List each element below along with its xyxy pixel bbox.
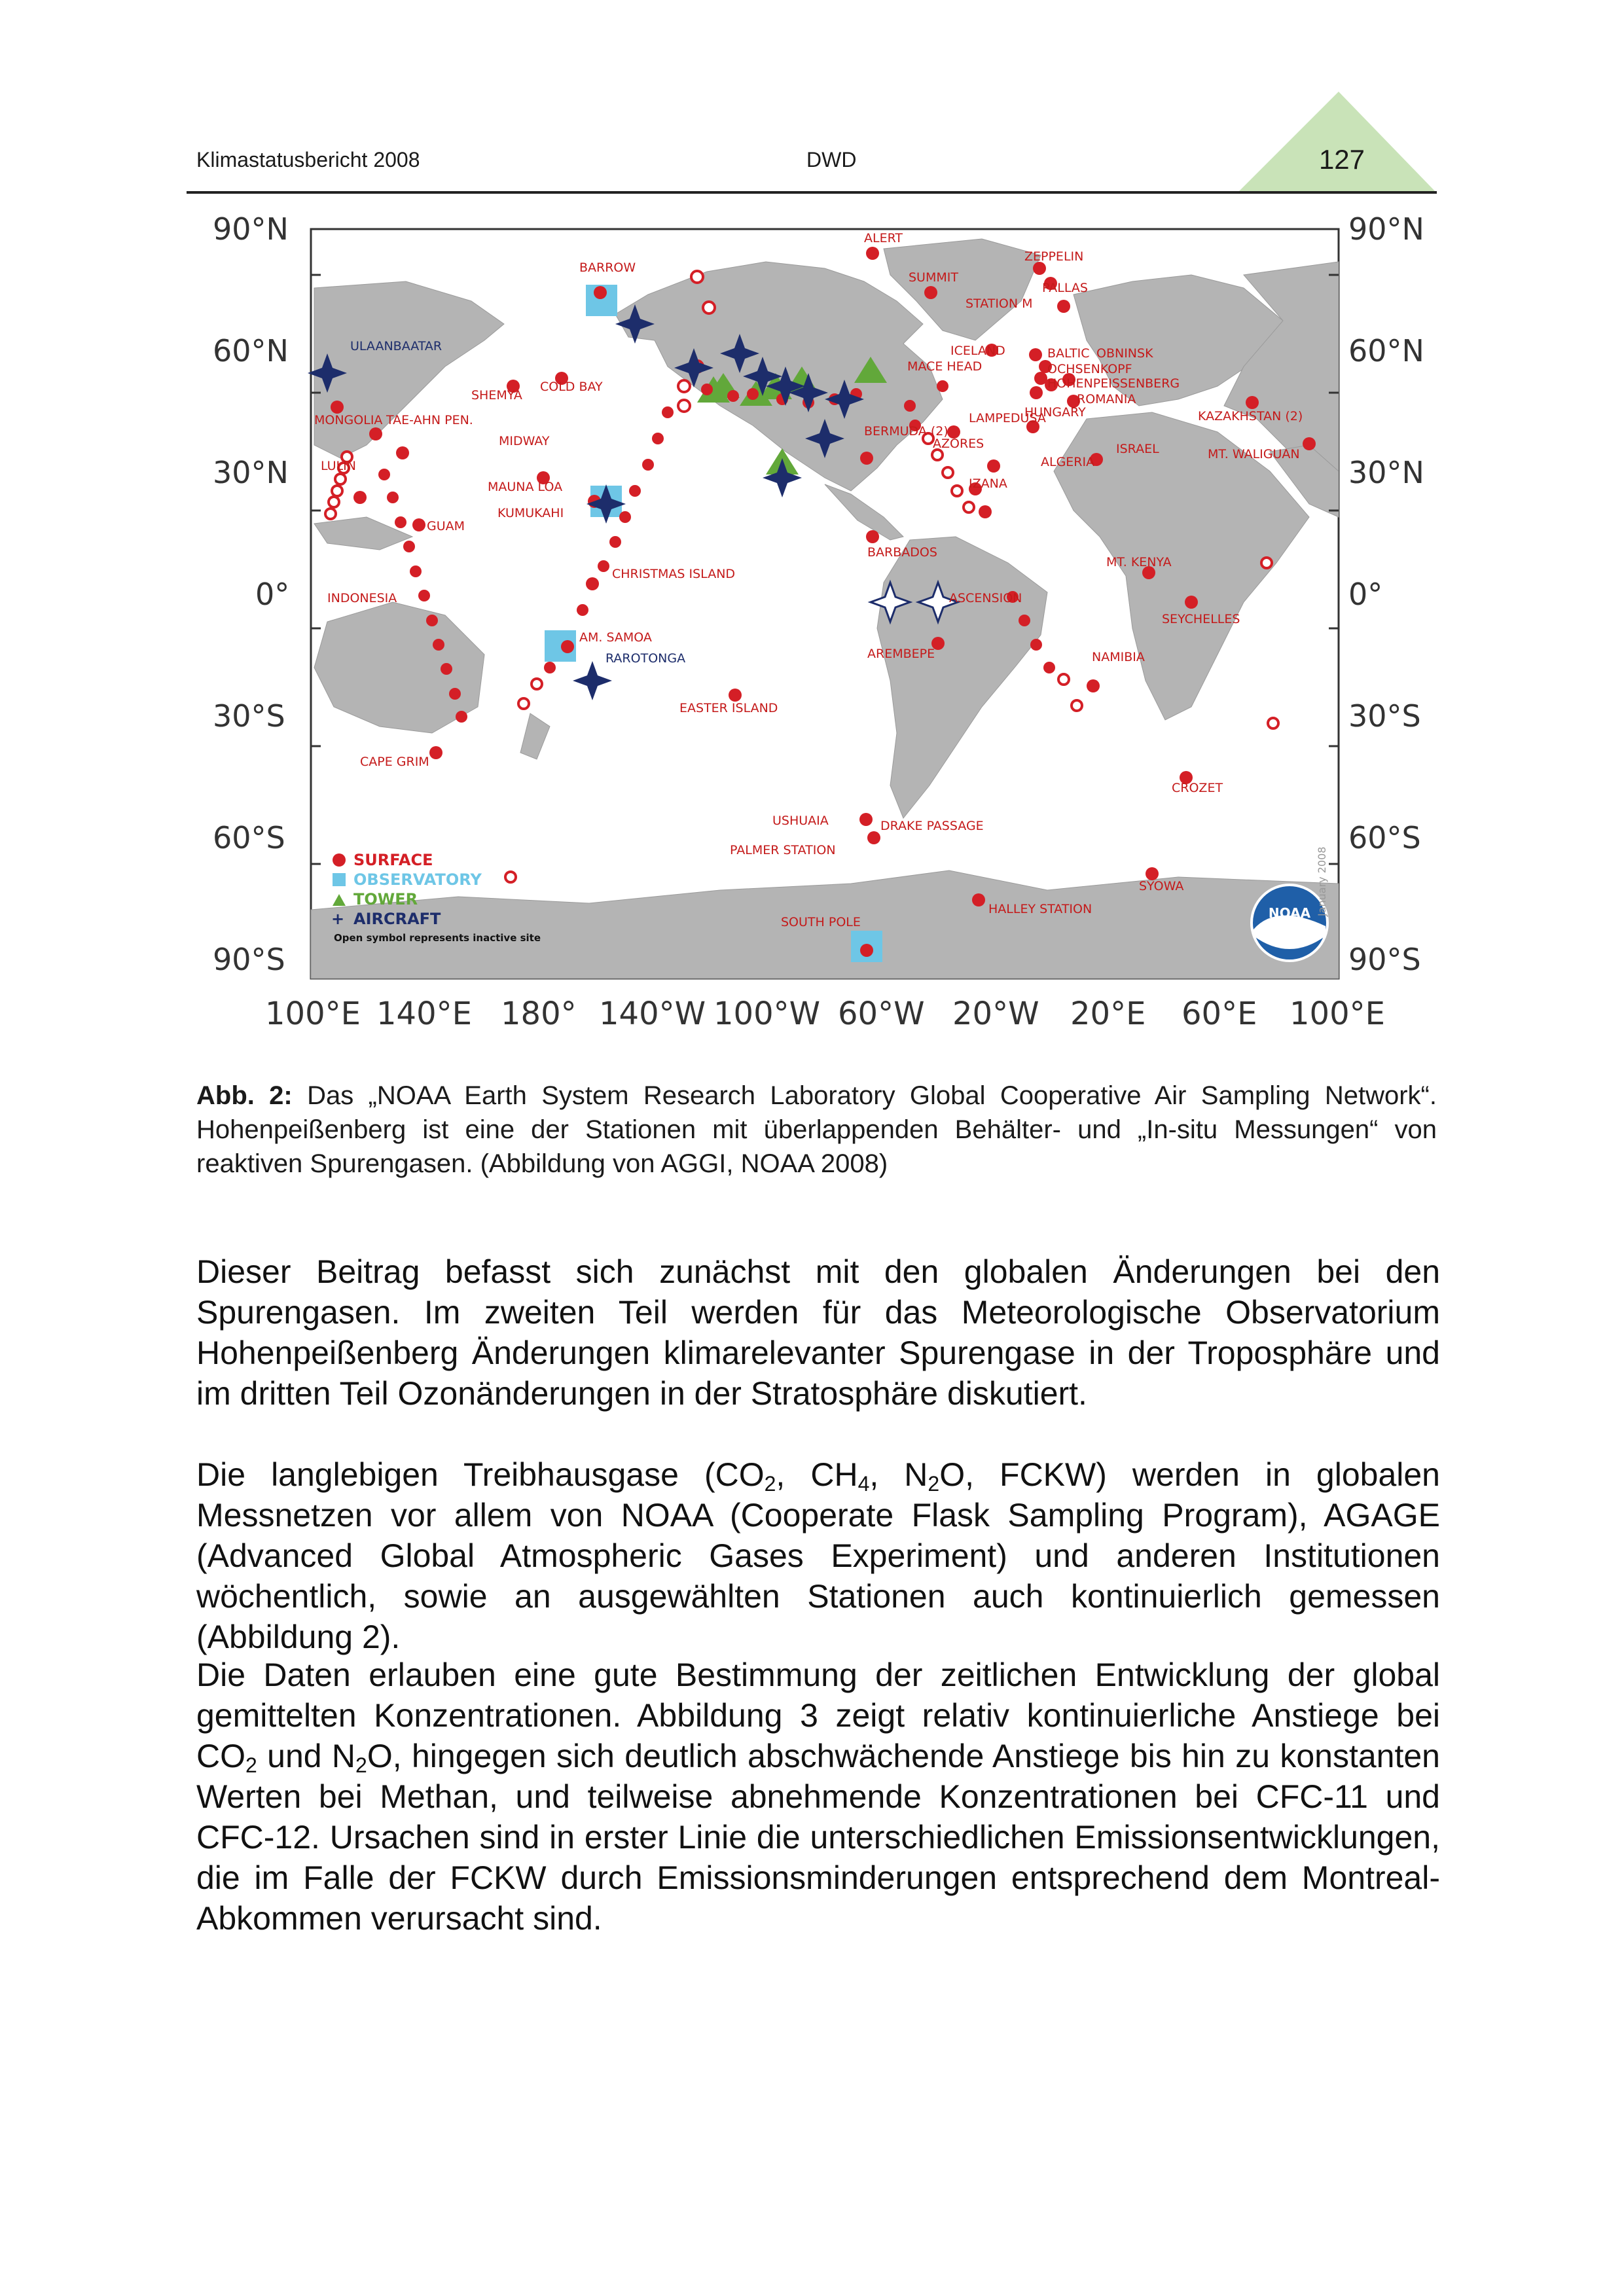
station-label: USHUAIA xyxy=(772,814,829,828)
surface-marker xyxy=(433,639,444,651)
paragraph-text: und N xyxy=(257,1738,356,1774)
station-label: EASTER ISLAND xyxy=(679,701,778,715)
surface-marker xyxy=(429,746,442,759)
triangle-shape xyxy=(1237,92,1437,193)
inactive-marker xyxy=(678,400,690,412)
surface-marker xyxy=(727,390,739,402)
station-label: CAPE GRIM xyxy=(360,755,429,769)
lon-label: 180° xyxy=(501,996,577,1032)
inactive-marker xyxy=(1261,558,1272,568)
surface-marker xyxy=(1033,262,1046,275)
station-label: SEYCHELLES xyxy=(1162,612,1240,626)
surface-marker xyxy=(866,247,879,260)
header-publisher: DWD xyxy=(806,148,857,171)
surface-marker xyxy=(403,541,415,552)
station-label: CHRISTMAS ISLAND xyxy=(612,567,736,581)
station-label: AREMBEPE xyxy=(867,647,935,661)
surface-marker xyxy=(1043,662,1055,673)
page-number: 127 xyxy=(1318,144,1365,175)
station-label: BARROW xyxy=(579,260,636,275)
surface-marker xyxy=(904,400,916,412)
surface-marker xyxy=(395,516,406,528)
lon-label: 100°E xyxy=(1290,996,1385,1032)
surface-marker xyxy=(619,511,631,523)
surface-marker xyxy=(594,286,607,299)
station-label: IZANA xyxy=(969,476,1007,491)
legend-observatory: OBSERVATORY xyxy=(353,870,482,889)
inactive-marker xyxy=(932,450,943,460)
caption-text: Das „NOAA Earth System Research Laboratory Global Cooperative Air Sampling Network“. Hohenpeißenberg ist eine der Stationen mit überlappenden Behälter- und „In-situ Messungen“ von reaktiven Spurengasen. (Abbildung von AGGI, NOAA 2008) xyxy=(196,1081,1437,1178)
station-label: ISRAEL xyxy=(1116,442,1159,456)
station-label: BALTIC xyxy=(1047,346,1090,361)
surface-marker xyxy=(586,577,599,590)
station-label: MACE HEAD xyxy=(907,359,983,374)
paragraph-text: , CH xyxy=(776,1456,858,1493)
subscript: 2 xyxy=(764,1472,776,1496)
inactive-marker xyxy=(325,509,336,519)
legend-surface-swatch xyxy=(333,853,346,867)
surface-marker xyxy=(577,604,588,616)
surface-marker xyxy=(866,530,879,543)
header-title: Klimastatusbericht 2008 xyxy=(196,148,420,171)
surface-marker xyxy=(418,590,430,601)
surface-marker xyxy=(729,689,742,702)
surface-marker xyxy=(1029,348,1042,361)
surface-marker xyxy=(410,565,422,577)
surface-marker xyxy=(1019,615,1030,626)
paragraph-text: , N xyxy=(869,1456,928,1493)
subscript: 2 xyxy=(355,1753,367,1777)
surface-marker xyxy=(1030,386,1043,399)
station-label: KUMUKAHI xyxy=(497,506,564,520)
surface-marker xyxy=(331,401,344,414)
station-label: ULAANBAATAR xyxy=(350,339,442,353)
surface-marker xyxy=(972,893,985,906)
surface-marker xyxy=(662,406,674,418)
lat-label-left: 90°N xyxy=(213,211,289,247)
surface-marker xyxy=(860,452,873,465)
noaa-logo-text: NOAA xyxy=(1268,905,1311,921)
station-label: HOHENPEISSENBERG xyxy=(1047,376,1180,391)
surface-marker xyxy=(609,536,621,548)
lon-label: 20°E xyxy=(1070,996,1146,1032)
station-label: OCHSENKOPF xyxy=(1047,362,1132,376)
station-label: RAROTONGA xyxy=(605,651,686,666)
surface-marker xyxy=(456,711,467,723)
station-label: TAE-AHN PEN. xyxy=(386,413,473,427)
legend-observatory-swatch xyxy=(333,873,346,886)
lat-label-left: 90°S xyxy=(213,942,285,977)
station-map-figure xyxy=(196,209,1437,1047)
station-label: COLD BAY xyxy=(540,380,603,394)
surface-marker xyxy=(598,560,609,572)
surface-marker xyxy=(867,831,880,844)
station-label: LULIN xyxy=(321,459,356,473)
surface-marker xyxy=(396,446,409,459)
lon-label: 140°E xyxy=(376,996,472,1032)
station-label: MAUNA LOA xyxy=(488,480,563,494)
station-label: CROZET xyxy=(1172,781,1223,795)
inactive-marker xyxy=(691,271,703,283)
surface-marker xyxy=(642,459,654,471)
station-label: ROMANIA xyxy=(1077,392,1136,406)
surface-marker xyxy=(412,518,425,531)
station-label: INDONESIA xyxy=(327,591,397,605)
lat-label-right: 90°S xyxy=(1348,942,1421,977)
surface-marker xyxy=(1087,679,1100,692)
station-label: DRAKE PASSAGE xyxy=(880,819,984,833)
station-label: KAZAKHSTAN (2) xyxy=(1198,409,1303,423)
lat-label-right: 60°N xyxy=(1348,333,1424,368)
lat-label-left: 0° xyxy=(255,577,290,612)
lat-label-left: 60°N xyxy=(213,333,289,368)
surface-marker xyxy=(353,491,367,504)
station-label: STATION M xyxy=(965,296,1033,311)
station-label: ICELAND xyxy=(950,344,1005,358)
inactive-marker xyxy=(532,679,542,689)
lon-label: 140°W xyxy=(599,996,706,1032)
inactive-marker xyxy=(678,380,690,392)
subscript: 2 xyxy=(928,1472,940,1496)
surface-marker xyxy=(937,380,948,392)
station-label: PALMER STATION xyxy=(730,843,836,857)
surface-marker xyxy=(1185,596,1198,609)
legend-note: Open symbol represents inactive site xyxy=(334,932,541,944)
paragraph-text: O, hingegen sich deutlich abschwächende Anstiege bis hin zu konstanten Werten bei Methan, und teilweise abnehmende Konzentrationen bei CFC-11 und CFC-12. Ursachen sind in erster Linie die unterschiedlichen Emissionsentwicklungen, die im Falle der FCKW durch Emissionsminderungen entsprechend dem Montreal-Abkommen verursacht sind. xyxy=(196,1738,1440,1937)
surface-marker xyxy=(1146,867,1159,880)
station-label: GUAM xyxy=(427,519,465,533)
station-label: ALERT xyxy=(864,231,903,245)
station-label: SOUTH POLE xyxy=(781,915,861,929)
legend-aircraft: AIRCRAFT xyxy=(353,910,441,928)
surface-marker xyxy=(629,485,641,497)
paragraph-greenhouse-gases xyxy=(196,1454,1440,1657)
surface-marker xyxy=(1030,639,1042,651)
paragraph-data-trends xyxy=(196,1655,1440,1939)
station-label: ZEPPELIN xyxy=(1024,249,1084,264)
station-label: MT. KENYA xyxy=(1106,555,1172,569)
station-label: AM. SAMOA xyxy=(579,630,652,645)
surface-marker xyxy=(859,813,873,826)
surface-marker xyxy=(979,505,992,518)
lat-label-left: 60°S xyxy=(213,820,285,855)
inactive-marker xyxy=(703,302,715,314)
paragraph-text: Die Daten erlauben eine gute Bestimmung der zeitlichen Entwicklung der global gemittelten Konzentrationen. Abbildung 3 zeigt relativ kontinuierliche Anstiege bei CO xyxy=(196,1657,1440,1774)
lat-label-right: 90°N xyxy=(1348,211,1424,247)
inactive-marker xyxy=(964,502,974,512)
surface-marker xyxy=(387,492,399,503)
inactive-marker xyxy=(518,698,529,709)
lon-label: 100°E xyxy=(265,996,361,1032)
station-label: MONGOLIA xyxy=(314,413,383,427)
station-label: HUNGARY xyxy=(1024,405,1086,420)
paragraph-text: O, FCKW) werden in globalen Messnetzen vor allem von NOAA (Cooperate Flask Sampling Program), AGAGE (Advanced Global Atmospheric Gases Experiment) und anderen Institutionen wöchentlich, sowie an ausgewählten Stationen auch kontinuierlich gemessen (Abbildung 2). xyxy=(196,1456,1440,1655)
station-label: ALGERIA xyxy=(1041,455,1095,469)
legend-surface: SURFACE xyxy=(353,851,433,869)
station-label: BERMUDA (2) xyxy=(864,424,948,439)
surface-marker xyxy=(1303,437,1316,450)
surface-marker xyxy=(652,433,664,444)
subscript: 4 xyxy=(857,1472,870,1496)
inactive-marker xyxy=(505,872,516,882)
lat-label-left: 30°N xyxy=(213,455,289,490)
inactive-marker xyxy=(329,497,339,507)
surface-marker xyxy=(378,469,390,480)
surface-marker xyxy=(747,388,759,400)
header-rule xyxy=(187,191,1437,194)
surface-marker xyxy=(369,427,382,440)
station-label: SYOWA xyxy=(1139,879,1184,893)
surface-marker xyxy=(860,944,873,957)
inactive-marker xyxy=(952,486,962,496)
station-label: HALLEY STATION xyxy=(988,902,1092,916)
lat-label-right: 30°N xyxy=(1348,455,1424,490)
surface-marker xyxy=(1246,396,1259,409)
station-label: BARBADOS xyxy=(867,545,937,560)
surface-marker xyxy=(1057,300,1070,313)
figure-caption xyxy=(196,1079,1437,1181)
inactive-marker xyxy=(335,474,346,484)
station-label: SHEMYA xyxy=(471,388,522,403)
surface-marker xyxy=(544,662,556,673)
subscript: 2 xyxy=(245,1753,257,1777)
lon-label: 20°W xyxy=(952,996,1039,1032)
lon-label: 100°W xyxy=(713,996,821,1032)
inactive-marker xyxy=(1058,674,1069,685)
surface-marker xyxy=(924,286,937,299)
station-label: ASCENSION xyxy=(949,591,1022,605)
inactive-marker xyxy=(1268,718,1278,728)
station-label: MIDWAY xyxy=(499,434,550,448)
station-label: SUMMIT xyxy=(909,270,958,285)
surface-marker xyxy=(426,615,438,626)
lat-label-right: 30°S xyxy=(1348,698,1421,734)
lat-label-right: 0° xyxy=(1348,577,1383,612)
inactive-marker xyxy=(1072,700,1082,711)
lon-label: 60°W xyxy=(838,996,925,1032)
lat-label-left: 30°S xyxy=(213,698,285,734)
station-label: PALLAS xyxy=(1042,281,1088,295)
station-label: NAMIBIA xyxy=(1092,650,1145,664)
lon-label: 60°E xyxy=(1182,996,1257,1032)
legend-aircraft-swatch: + xyxy=(331,910,345,928)
paragraph-intro: Dieser Beitrag befasst sich zunächst mit den globalen Änderungen bei den Spurengasen. Im zweiten Teil werden für das Meteorologische Observatorium Hohenpeißenberg Änderungen klimarelevanter Spurengase in der Troposphäre und im dritten Teil Ozonänderungen in der Stratosphäre diskutiert. xyxy=(196,1253,1440,1412)
surface-marker xyxy=(987,459,1000,473)
surface-marker xyxy=(561,640,574,653)
legend-tower: TOWER xyxy=(353,890,418,908)
surface-marker xyxy=(441,663,452,675)
station-label: LAMPEDUSA xyxy=(969,411,1046,425)
inactive-marker xyxy=(332,486,342,496)
station-label: AZORES xyxy=(933,437,984,451)
lat-label-right: 60°S xyxy=(1348,820,1421,855)
surface-marker xyxy=(701,384,713,395)
map-date-stamp: January 2008 xyxy=(1316,846,1328,916)
paragraph-text: Die langlebigen Treibhausgase (CO xyxy=(196,1456,765,1493)
station-label: OBNINSK xyxy=(1096,346,1153,361)
inactive-marker xyxy=(943,467,953,478)
surface-marker xyxy=(449,688,461,700)
caption-label: Abb. 2: xyxy=(196,1081,293,1110)
station-label: MT. WALIGUAN xyxy=(1208,447,1300,461)
